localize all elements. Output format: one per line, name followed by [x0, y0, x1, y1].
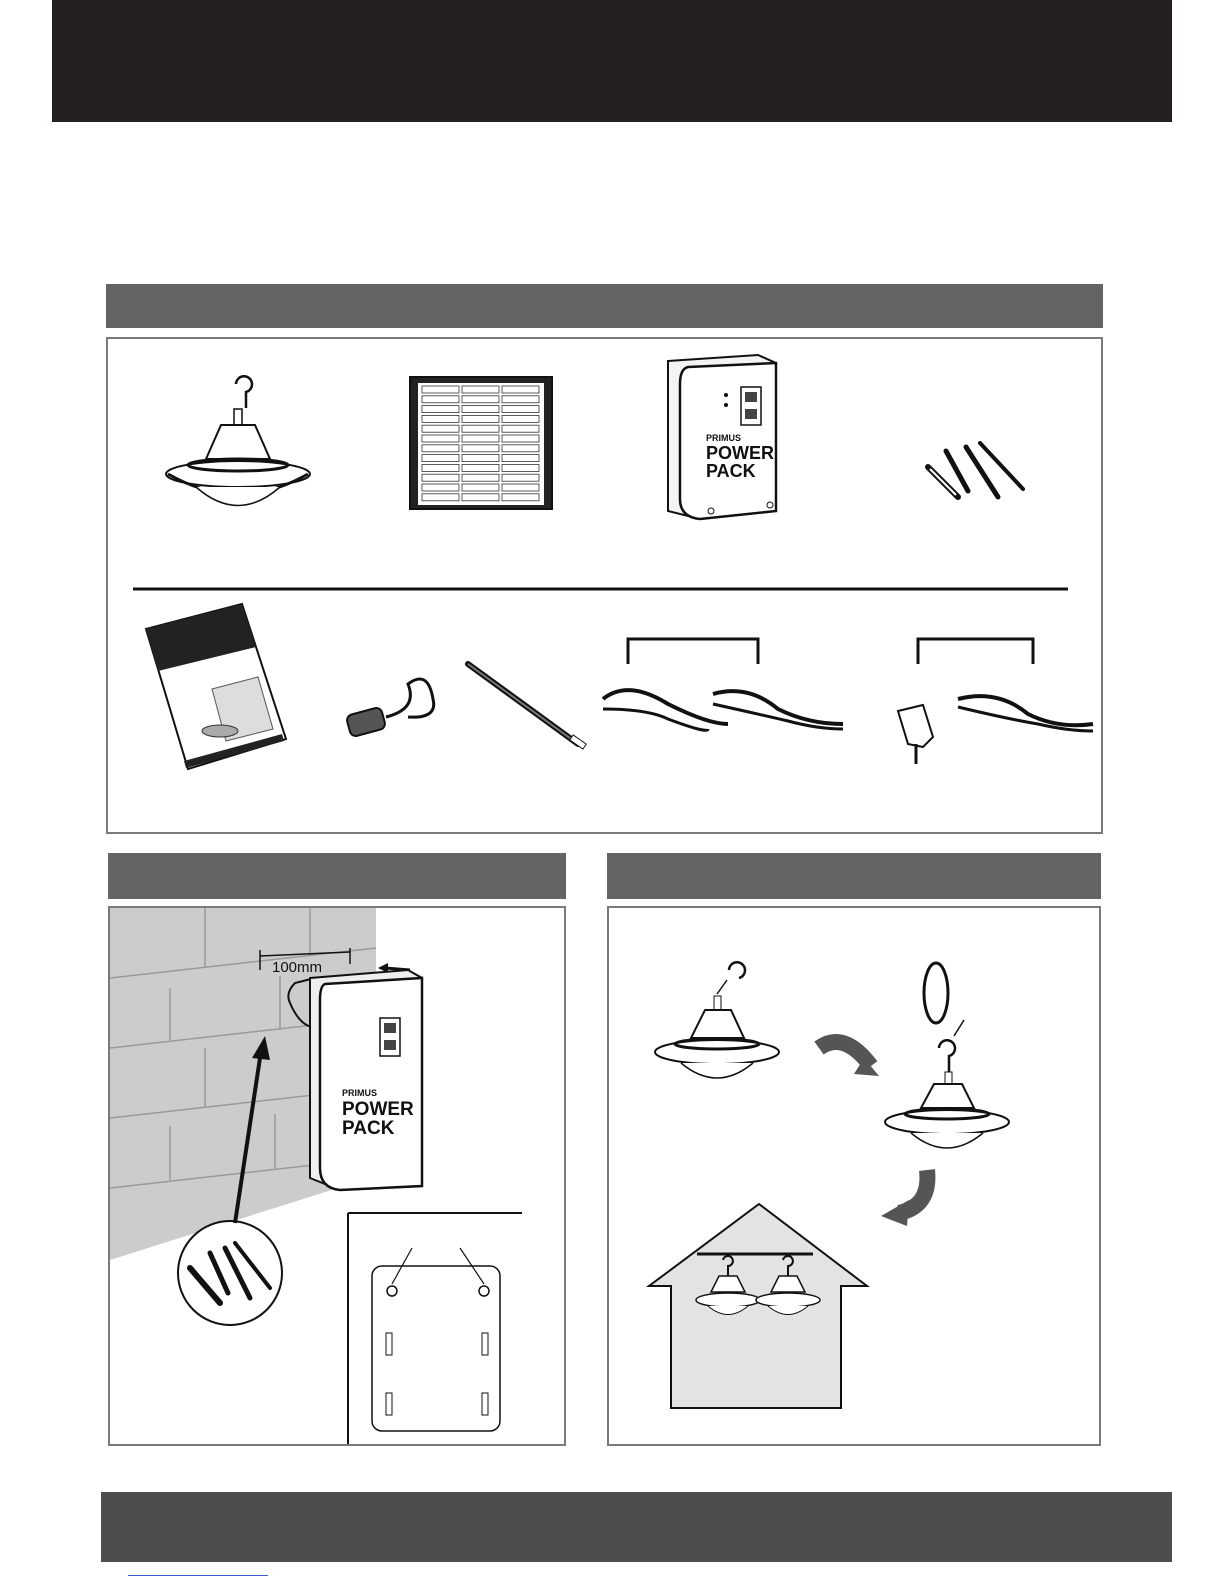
wall-mount-diagram	[110, 908, 564, 1444]
solar-cell	[502, 464, 539, 471]
solar-cell	[422, 455, 459, 462]
solar-cell	[502, 435, 539, 442]
solar-cell	[462, 435, 499, 442]
solar-cell	[422, 494, 459, 501]
wall-power-pack-line1: POWER	[342, 1099, 414, 1120]
solar-cell	[462, 445, 499, 452]
solar-cell	[422, 445, 459, 452]
solar-cell	[462, 415, 499, 422]
power-pack-brand: PRIMUS	[706, 433, 742, 443]
solar-cell	[422, 415, 459, 422]
solar-cell	[422, 425, 459, 432]
mounting-section-bar	[108, 853, 566, 899]
hanging-lamp-icon	[166, 376, 310, 505]
solar-cell	[502, 406, 539, 413]
solar-cell	[462, 396, 499, 403]
footer-link-line	[128, 1575, 268, 1576]
car-charger-cable-icon	[346, 679, 434, 737]
contents-panel	[106, 337, 1103, 834]
power-pack-icon	[668, 355, 776, 519]
solar-cell	[462, 386, 499, 393]
screws-and-anchors-icon	[928, 443, 1023, 497]
solar-cell	[422, 474, 459, 481]
solar-cell	[502, 396, 539, 403]
solar-cell	[422, 396, 459, 403]
solar-cell	[422, 484, 459, 491]
solar-cell	[462, 425, 499, 432]
wall-power-pack-line2: PACK	[342, 1118, 395, 1139]
splitter-cable-icon	[468, 664, 586, 749]
footer-bar	[101, 1492, 1172, 1562]
lamp-hanging-diagram	[609, 908, 1099, 1444]
manual-booklet-icon	[146, 604, 286, 769]
contents-section-bar	[106, 284, 1103, 328]
solar-cell	[502, 415, 539, 422]
solar-cell	[422, 464, 459, 471]
extension-cable-icon	[603, 639, 843, 730]
solar-cell	[462, 464, 499, 471]
solar-cell	[422, 386, 459, 393]
power-pack-line1: POWER	[706, 443, 775, 463]
solar-cell	[462, 484, 499, 491]
power-pack-line2: PACK	[706, 461, 756, 481]
solar-cell	[502, 455, 539, 462]
dimension-label: 100mm	[272, 959, 323, 976]
solar-cell	[462, 474, 499, 481]
solar-cell	[462, 494, 499, 501]
header-bar	[52, 0, 1172, 122]
plug-adapter-icon	[898, 639, 1093, 764]
hanging-section-bar	[607, 853, 1101, 899]
lamp-hanging-panel	[607, 906, 1101, 1446]
solar-cell	[422, 435, 459, 442]
solar-cell	[502, 474, 539, 481]
wall-power-pack-brand: PRIMUS	[342, 1088, 378, 1098]
solar-cell	[462, 406, 499, 413]
solar-cell	[462, 455, 499, 462]
solar-cell	[422, 406, 459, 413]
wall-mount-panel	[108, 906, 566, 1446]
solar-cell	[502, 494, 539, 501]
contents-illustrations	[108, 339, 1101, 832]
solar-cell	[502, 445, 539, 452]
solar-cell	[502, 425, 539, 432]
solar-cell	[502, 484, 539, 491]
solar-cell	[502, 386, 539, 393]
